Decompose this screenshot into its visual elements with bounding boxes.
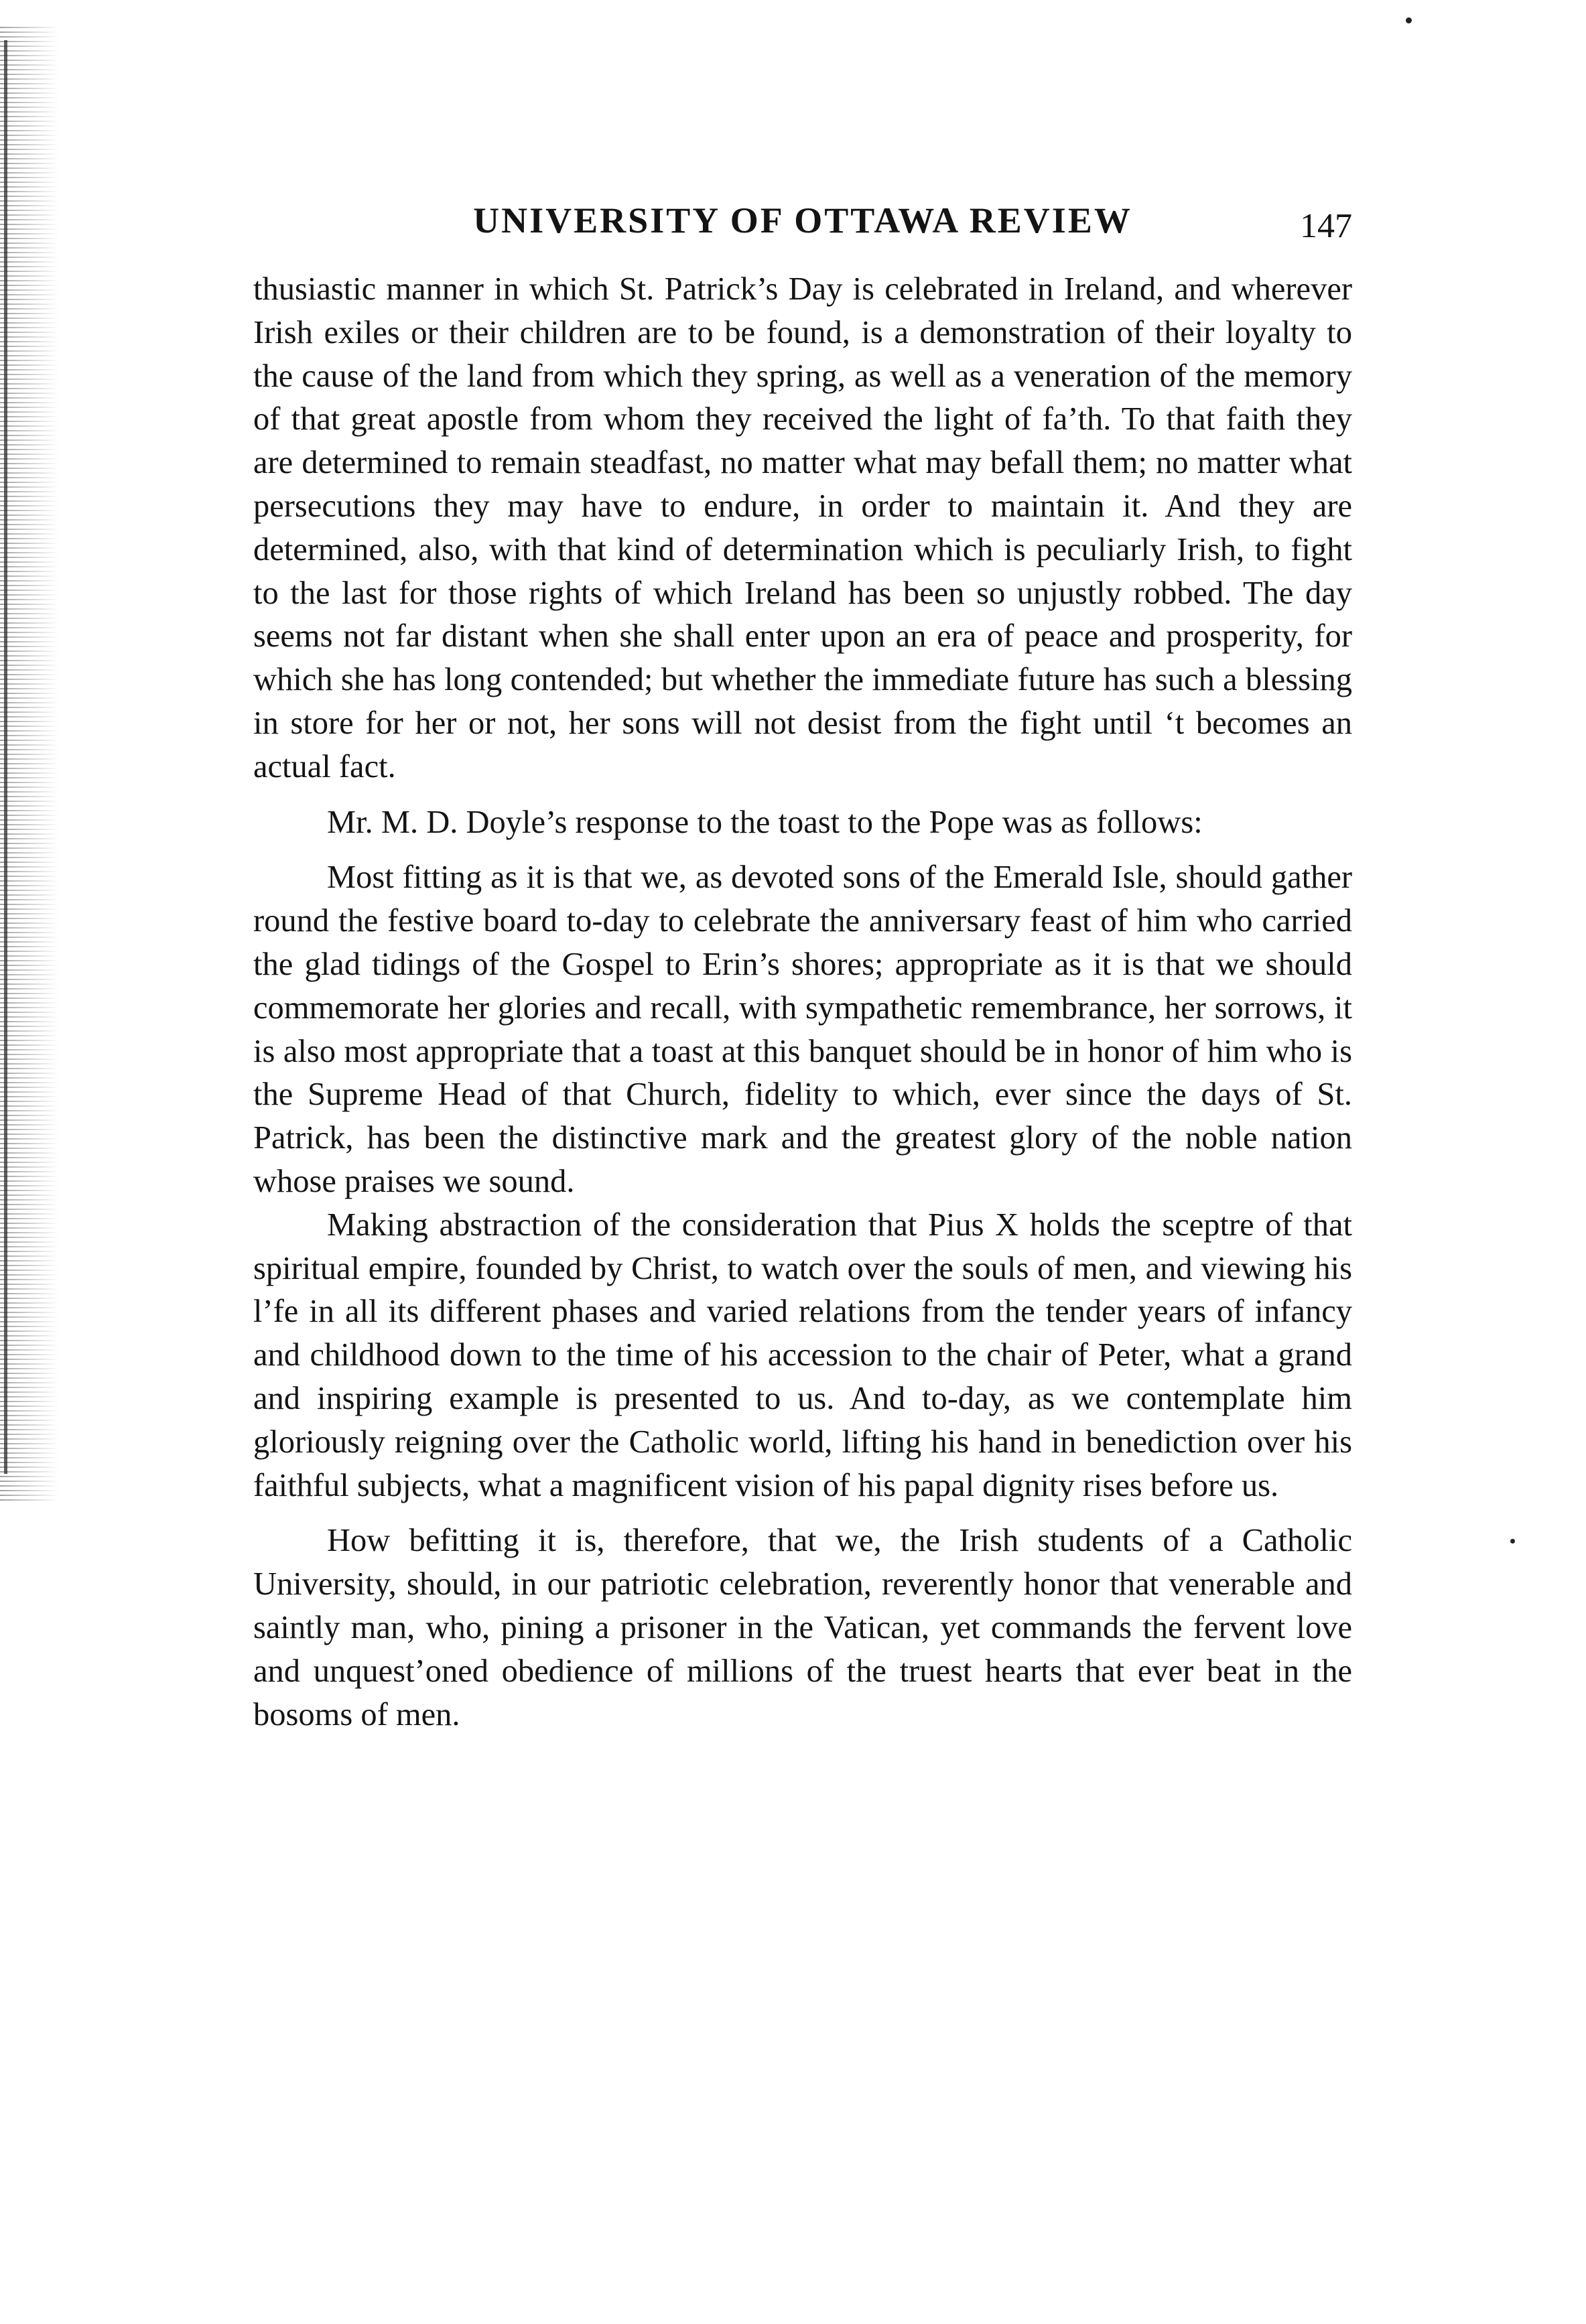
paragraph-making-abstraction: Making abstraction of the consideration that Pius X holds the sceptre of that spiritual empire, founded by Christ, to watch over the souls of men, and viewing his l’fe in all its different phases and varied relations from the tender years of infancy and childhood down to the time of his accession to the chair of Peter, what a grand and inspiring example is presented to us. And to-day, as we contemplate him gloriously reigning over the Catholic world, lifting his hand in benediction over his faithful subjects, what a magnificent vision of his papal dignity rises before us. — [253, 1207, 1352, 1503]
paragraph-how-befitting: How befitting it is, therefore, that we, the Irish students of a Catholic University, should, in our patriotic celebration, reverently honor that venerable and saintly man, who, pining a prisoner in the Vatican, yet commands the fervent love and unquest’oned obedience of millions of the truest hearts that ever beat in the bosoms of men. — [253, 1523, 1352, 1732]
binding-edge-line — [4, 40, 7, 1474]
paragraph-continued: thusiastic manner in which St. Patrick’s Day is celebrated in Ireland, and wherever Irish exiles or their children are to be found, is a demonstration of their loyalty to the cause of the land from which they spring, as well as a veneration of the memory of that great apostle from whom they received the light of fa’th. To that faith they are determined to remain steadfast, no matter what may befall them; no matter what persecutions they may have to endure, in order to maintain it. And they are determined, also, with that kind of determination which is peculiarly Irish, to fight to the last for those rights of which Ireland has been so unjustly robbed. The day seems not far distant when she shall enter upon an era of peace and prosperity, for which she has long contended; but whether the immediate future has such a blessing in store for her or not, her sons will not desist from the fight until ‘t becomes an actual fact. — [253, 271, 1352, 784]
ink-speck-top — [1406, 17, 1412, 23]
ink-speck-right — [1510, 1539, 1515, 1544]
running-header — [253, 194, 1352, 268]
running-title: UNIVERSITY OF OTTAWA REVIEW — [473, 200, 1132, 241]
binding-edge-shadow — [0, 27, 59, 1501]
body-text — [253, 268, 1352, 1736]
paragraph-most-fitting: Most fitting as it is that we, as devoted sons of the Emerald Isle, should gather round the festive board to-day to celebrate the anniversary feast of him who carried the glad tidings of the Gospel to Erin’s shores; appropriate as it is that we should commemorate her glories and recall, with sympathetic remembrance, her sorrows, it is also most appropriate that a toast at this banquet should be in honor of him who is the Supreme Head of that Church, fidelity to which, ever since the days of St. Patrick, has been the distinctive mark and the greatest glory of the noble nation whose praises we sound. — [253, 860, 1352, 1199]
document-page — [253, 194, 1352, 1736]
page-number: 147 — [1300, 207, 1352, 245]
paragraph-doyle-intro: Mr. M. D. Doyle’s response to the toast to the Pope was as follows: — [327, 804, 1203, 840]
